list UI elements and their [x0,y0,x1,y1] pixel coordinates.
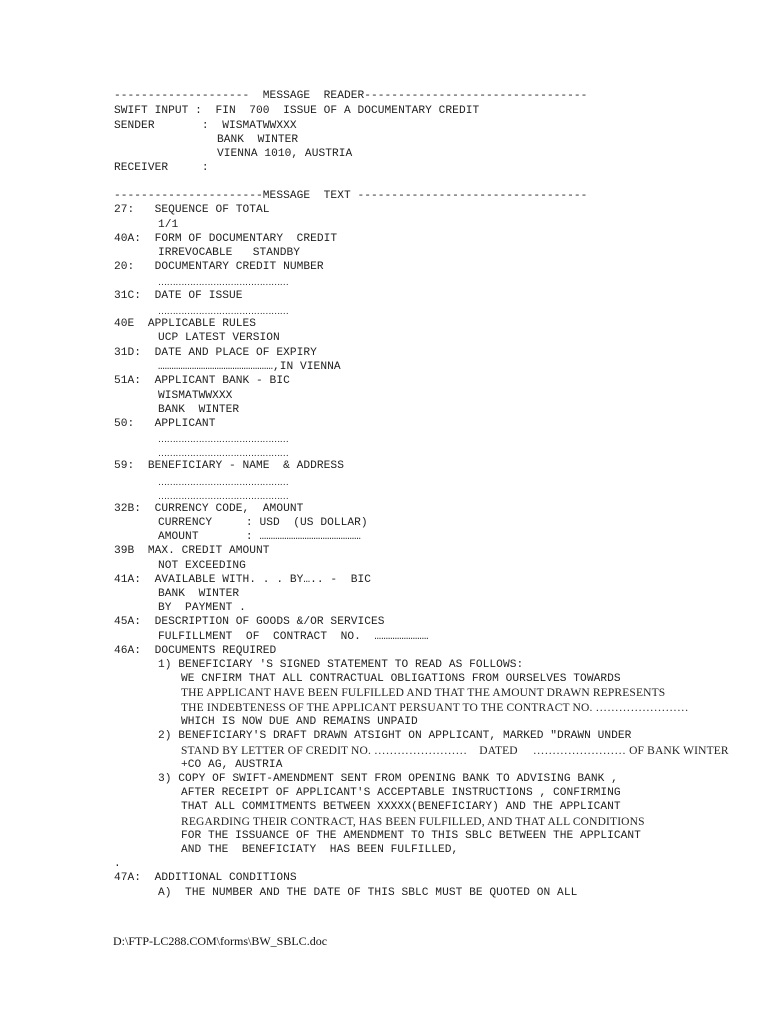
message-line: IRREVOCABLE STANDBY [158,247,301,259]
message-line: 40A: FORM OF DOCUMENTARY CREDIT [114,233,338,245]
message-line: FULFILLMENT OF CONTRACT NO. …………………… [158,631,429,643]
message-line: 59: BENEFICIARY - NAME & ADDRESS [114,460,344,472]
message-line: AMOUNT : ……………………………………… [158,531,361,543]
message-line: 40E APPLICABLE RULES [114,318,257,330]
message-line: BANK WINTER [158,404,240,416]
message-line: ……………………………………… [158,491,289,501]
message-line: 46A: DOCUMENTS REQUIRED [114,645,277,657]
message-line: FOR THE ISSUANCE OF THE AMENDMENT TO THIS SBLC BETWEEN THE APPLICANT [181,830,641,842]
message-line: WE CNFIRM THAT ALL CONTRACTUAL OBLIGATIONS FROM OURSELVES TOWARDS [181,673,621,685]
message-line: ……………………………………… [158,277,289,287]
message-line: SENDER : WISMATWWXXX [114,120,297,132]
message-line: UCP LATEST VERSION [158,332,280,344]
message-line: WHICH IS NOW DUE AND REMAINS UNPAID [181,716,418,728]
message-line: STAND BY LETTER OF CREDIT NO. …………………… DATED …………………… OF BANK WINTER [181,745,729,757]
message-line: +CO AG, AUSTRIA [181,759,283,771]
message-line: 2) BENEFICIARY'S DRAFT DRAWN ATSIGHT ON APPLICANT, MARKED "DRAWN UNDER [158,730,632,742]
message-line: BANK WINTER [217,134,299,146]
message-line: THE APPLICANT HAVE BEEN FULFILLED AND THAT THE AMOUNT DRAWN REPRESENTS [181,687,666,699]
message-line: ……………………………………… [158,434,289,444]
message-line: -------------------- MESSAGE READER--------------------------------- [114,90,588,102]
message-line: 1/1 [158,219,179,231]
message-line: ……………………………………… [158,448,289,458]
message-line: SWIFT INPUT : FIN 700 ISSUE OF A DOCUMENTARY CREDIT [114,105,480,117]
message-line: ……………………………………… [158,306,289,316]
message-line: ……………………………………………,IN VIENNA [158,361,341,373]
message-line: CURRENCY : USD (US DOLLAR) [158,517,368,529]
message-line: REGARDING THEIR CONTRACT, HAS BEEN FULFILLED, AND THAT ALL CONDITIONS [181,816,645,828]
message-line: 3) COPY OF SWIFT-AMENDMENT SENT FROM OPENING BANK TO ADVISING BANK , [158,773,618,785]
message-line: RECEIVER : [114,162,209,174]
message-line: 41A: AVAILABLE WITH. . . BY….. - BIC [114,574,372,586]
message-line: VIENNA 1010, AUSTRIA [217,148,353,160]
message-line: THE INDEBTENESS OF THE APPLICANT PERSUANT TO THE CONTRACT NO. …………………… [181,702,689,714]
message-line: 50: APPLICANT [114,418,216,430]
message-line: 27: SEQUENCE OF TOTAL [114,204,270,216]
message-line: 39B MAX. CREDIT AMOUNT [114,545,270,557]
message-line: 1) BENEFICIARY 'S SIGNED STATEMENT TO READ AS FOLLOWS: [158,659,524,671]
message-line: ……………………………………… [158,477,289,487]
message-line: A) THE NUMBER AND THE DATE OF THIS SBLC MUST BE QUOTED ON ALL [158,887,578,899]
message-line: 45A: DESCRIPTION OF GOODS &/OR SERVICES [114,616,385,628]
message-line: 32B: CURRENCY CODE, AMOUNT [114,503,304,515]
message-line: 47A: ADDITIONAL CONDITIONS [114,872,297,884]
message-line: BY PAYMENT . [158,602,246,614]
message-line: BANK WINTER [158,588,240,600]
message-line: WISMATWWXXX [158,390,233,402]
message-line: 31D: DATE AND PLACE OF EXPIRY [114,347,317,359]
message-line: 20: DOCUMENTARY CREDIT NUMBER [114,261,324,273]
message-line: 51A: APPLICANT BANK - BIC [114,375,290,387]
message-line: . [114,858,121,870]
message-line: AND THE BENEFICIATY HAS BEEN FULFILLED, [181,844,459,856]
message-line: 31C: DATE OF ISSUE [114,290,243,302]
message-line: THAT ALL COMMITMENTS BETWEEN XXXXX(BENEFICIARY) AND THE APPLICANT [181,801,621,813]
message-line: ----------------------MESSAGE TEXT ---------------------------------- [114,190,588,202]
message-line: NOT EXCEEDING [158,560,246,572]
message-line: AFTER RECEIPT OF APPLICANT'S ACCEPTABLE INSTRUCTIONS , CONFIRMING [181,787,621,799]
footer-file-path: D:\FTP-LC288.COM\forms\BW_SBLC.doc [113,934,328,948]
